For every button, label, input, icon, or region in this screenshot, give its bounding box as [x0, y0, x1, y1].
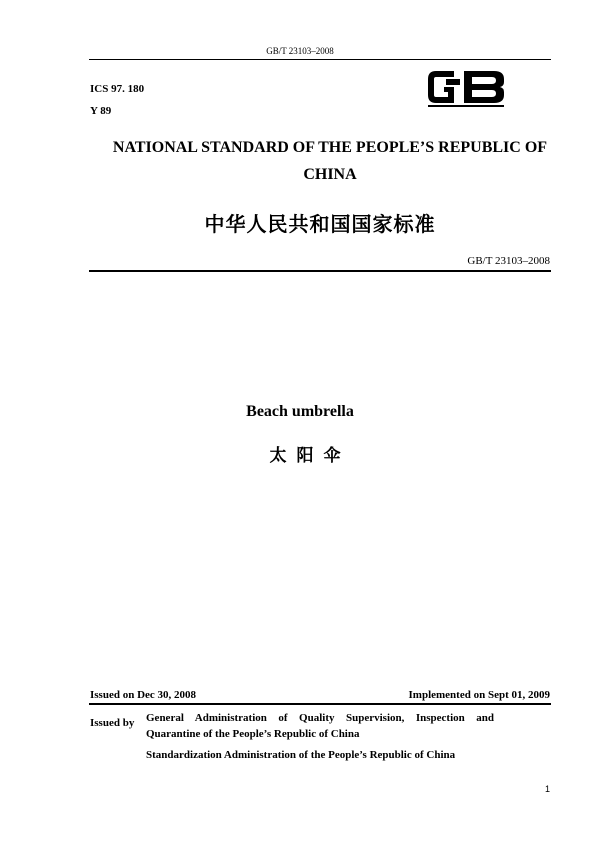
page-number: 1: [545, 784, 551, 794]
title-rule: [89, 270, 551, 272]
y-class-code: Y 89: [90, 105, 112, 117]
issued-by-label: Issued by: [90, 717, 135, 729]
standard-number: GB/T 23103–2008: [467, 255, 550, 267]
gb-logo: [424, 65, 508, 109]
title-chinese: 中华人民共和国国家标准: [204, 212, 436, 236]
issued-date: Issued on Dec 30, 2008: [90, 689, 197, 701]
issuer-org-1: General Administration of Quality Supervision, Inspection and Quarantine of the People’s Republic of China: [146, 712, 494, 740]
header-standard-code: GB/T 23103–2008: [266, 46, 334, 56]
document-title-chinese: 太阳伞: [269, 446, 351, 466]
title-english-line1: NATIONAL STANDARD OF THE PEOPLE’S REPUBLIC OF: [112, 139, 548, 156]
header-rule: [89, 59, 551, 60]
document-title-english: Beach umbrella: [246, 403, 354, 420]
implemented-date: Implemented on Sept 01, 2009: [408, 689, 550, 701]
issuer-org-2: Standardization Administration of the People’s Republic of China: [146, 749, 456, 761]
title-english-line2: CHINA: [303, 166, 357, 183]
dates-rule: [89, 703, 551, 705]
ics-code: ICS 97. 180: [90, 83, 145, 95]
